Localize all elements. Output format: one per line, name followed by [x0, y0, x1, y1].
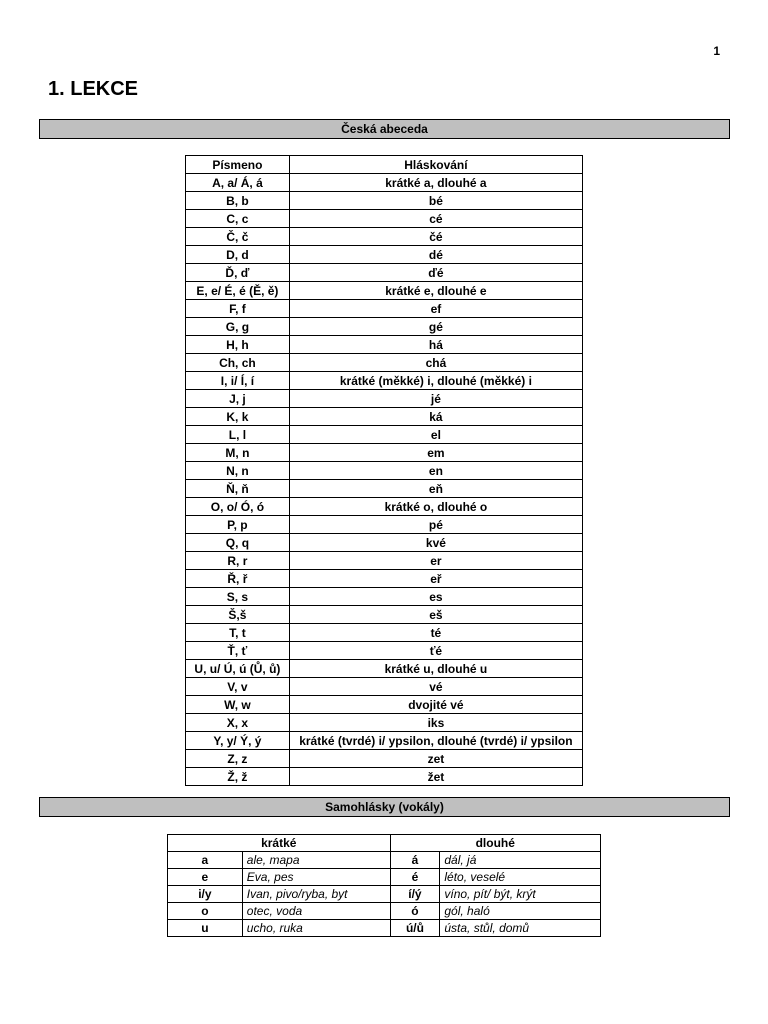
table-row [186, 336, 583, 354]
table-row [186, 192, 583, 210]
letter-cell: H, h [186, 336, 290, 354]
letter-cell: R, r [186, 552, 290, 570]
vowels-table-body [168, 852, 601, 937]
alphabet-section-heading: Česká abeceda [39, 119, 730, 139]
alphabet-header-row [186, 156, 583, 174]
vowels-header-row [168, 835, 601, 852]
spelling-cell: chá [289, 354, 582, 372]
spelling-cell: es [289, 588, 582, 606]
table-row [186, 444, 583, 462]
letter-cell: N, n [186, 462, 290, 480]
table-row [186, 516, 583, 534]
spelling-cell: čé [289, 228, 582, 246]
column-header-spelling: Hláskování [289, 156, 582, 174]
table-row [186, 642, 583, 660]
spelling-cell: bé [289, 192, 582, 210]
spelling-cell: kvé [289, 534, 582, 552]
spelling-cell: em [289, 444, 582, 462]
letter-cell: T, t [186, 624, 290, 642]
table-row [186, 282, 583, 300]
letter-cell: F, f [186, 300, 290, 318]
table-row [186, 570, 583, 588]
letter-cell: K, k [186, 408, 290, 426]
table-row [186, 408, 583, 426]
column-header-long: dlouhé [390, 835, 601, 852]
long-vowel-cell: ú/ů [390, 920, 440, 937]
table-row [186, 372, 583, 390]
table-row [186, 354, 583, 372]
long-vowel-cell: é [390, 869, 440, 886]
table-row [186, 228, 583, 246]
spelling-cell: iks [289, 714, 582, 732]
letter-cell: S, s [186, 588, 290, 606]
letter-cell: Ž, ž [186, 768, 290, 786]
table-row [186, 696, 583, 714]
letter-cell: C, c [186, 210, 290, 228]
letter-cell: L, l [186, 426, 290, 444]
column-header-short: krátké [168, 835, 391, 852]
table-row [186, 534, 583, 552]
spelling-cell: en [289, 462, 582, 480]
short-example-cell: Eva, pes [242, 869, 390, 886]
letter-cell: I, i/ Í, í [186, 372, 290, 390]
table-row [168, 920, 601, 937]
spelling-cell: krátké (tvrdé) i/ ypsilon, dlouhé (tvrdé) i/ ypsilon [289, 732, 582, 750]
short-example-cell: otec, voda [242, 903, 390, 920]
table-row [186, 732, 583, 750]
long-vowel-cell: ó [390, 903, 440, 920]
letter-cell: P, p [186, 516, 290, 534]
spelling-cell: žet [289, 768, 582, 786]
long-example-cell: ústa, stůl, domů [440, 920, 601, 937]
table-row [168, 886, 601, 903]
table-row [186, 264, 583, 282]
long-example-cell: dál, já [440, 852, 601, 869]
letter-cell: V, v [186, 678, 290, 696]
table-row [186, 462, 583, 480]
spelling-cell: krátké (měkké) i, dlouhé (měkké) i [289, 372, 582, 390]
letter-cell: J, j [186, 390, 290, 408]
long-vowel-cell: á [390, 852, 440, 869]
letter-cell: D, d [186, 246, 290, 264]
table-row [168, 869, 601, 886]
page-number: 1 [713, 44, 720, 58]
spelling-cell: eš [289, 606, 582, 624]
letter-cell: Ň, ň [186, 480, 290, 498]
table-row [186, 498, 583, 516]
spelling-cell: eř [289, 570, 582, 588]
spelling-cell: vé [289, 678, 582, 696]
letter-cell: U, u/ Ú, ú (Ů, ů) [186, 660, 290, 678]
alphabet-table [185, 155, 583, 786]
column-header-letter: Písmeno [186, 156, 290, 174]
short-example-cell: ale, mapa [242, 852, 390, 869]
spelling-cell: krátké u, dlouhé u [289, 660, 582, 678]
short-vowel-cell: o [168, 903, 243, 920]
letter-cell: Ď, ď [186, 264, 290, 282]
table-row [168, 903, 601, 920]
spelling-cell: dé [289, 246, 582, 264]
table-row [186, 390, 583, 408]
table-row [186, 714, 583, 732]
spelling-cell: pé [289, 516, 582, 534]
table-row [186, 246, 583, 264]
letter-cell: E, e/ É, é (Ě, ě) [186, 282, 290, 300]
short-vowel-cell: i/y [168, 886, 243, 903]
spelling-cell: krátké a, dlouhé a [289, 174, 582, 192]
spelling-cell: eň [289, 480, 582, 498]
table-row [186, 624, 583, 642]
short-example-cell: Ivan, pivo/ryba, byt [242, 886, 390, 903]
short-vowel-cell: u [168, 920, 243, 937]
short-vowel-cell: a [168, 852, 243, 869]
long-vowel-cell: í/ý [390, 886, 440, 903]
table-row [186, 300, 583, 318]
spelling-cell: ďé [289, 264, 582, 282]
letter-cell: Ť, ť [186, 642, 290, 660]
spelling-cell: er [289, 552, 582, 570]
spelling-cell: ká [289, 408, 582, 426]
spelling-cell: zet [289, 750, 582, 768]
spelling-cell: krátké o, dlouhé o [289, 498, 582, 516]
spelling-cell: jé [289, 390, 582, 408]
spelling-cell: krátké e, dlouhé e [289, 282, 582, 300]
short-example-cell: ucho, ruka [242, 920, 390, 937]
table-row [186, 426, 583, 444]
letter-cell: W, w [186, 696, 290, 714]
letter-cell: Y, y/ Ý, ý [186, 732, 290, 750]
vowels-table [167, 834, 601, 937]
long-example-cell: léto, veselé [440, 869, 601, 886]
table-row [186, 552, 583, 570]
table-row [186, 678, 583, 696]
long-example-cell: víno, pít/ být, krýt [440, 886, 601, 903]
letter-cell: Š,š [186, 606, 290, 624]
spelling-cell: dvojité vé [289, 696, 582, 714]
table-row [186, 588, 583, 606]
letter-cell: Ř, ř [186, 570, 290, 588]
spelling-cell: ef [289, 300, 582, 318]
letter-cell: A, a/ Á, á [186, 174, 290, 192]
table-row [186, 174, 583, 192]
lesson-title: 1. LEKCE [48, 78, 139, 100]
table-row [186, 660, 583, 678]
letter-cell: M, n [186, 444, 290, 462]
spelling-cell: há [289, 336, 582, 354]
letter-cell: Ch, ch [186, 354, 290, 372]
letter-cell: G, g [186, 318, 290, 336]
table-row [186, 318, 583, 336]
alphabet-table-body [186, 174, 583, 786]
letter-cell: Č, č [186, 228, 290, 246]
spelling-cell: cé [289, 210, 582, 228]
letter-cell: X, x [186, 714, 290, 732]
spelling-cell: el [289, 426, 582, 444]
table-row [186, 480, 583, 498]
letter-cell: Z, z [186, 750, 290, 768]
spelling-cell: gé [289, 318, 582, 336]
table-row [168, 852, 601, 869]
letter-cell: Q, q [186, 534, 290, 552]
table-row [186, 750, 583, 768]
spelling-cell: té [289, 624, 582, 642]
table-row [186, 606, 583, 624]
short-vowel-cell: e [168, 869, 243, 886]
table-row [186, 768, 583, 786]
spelling-cell: ťé [289, 642, 582, 660]
vowels-section-heading: Samohlásky (vokály) [39, 797, 730, 817]
letter-cell: O, o/ Ó, ó [186, 498, 290, 516]
table-row [186, 210, 583, 228]
long-example-cell: gól, haló [440, 903, 601, 920]
letter-cell: B, b [186, 192, 290, 210]
